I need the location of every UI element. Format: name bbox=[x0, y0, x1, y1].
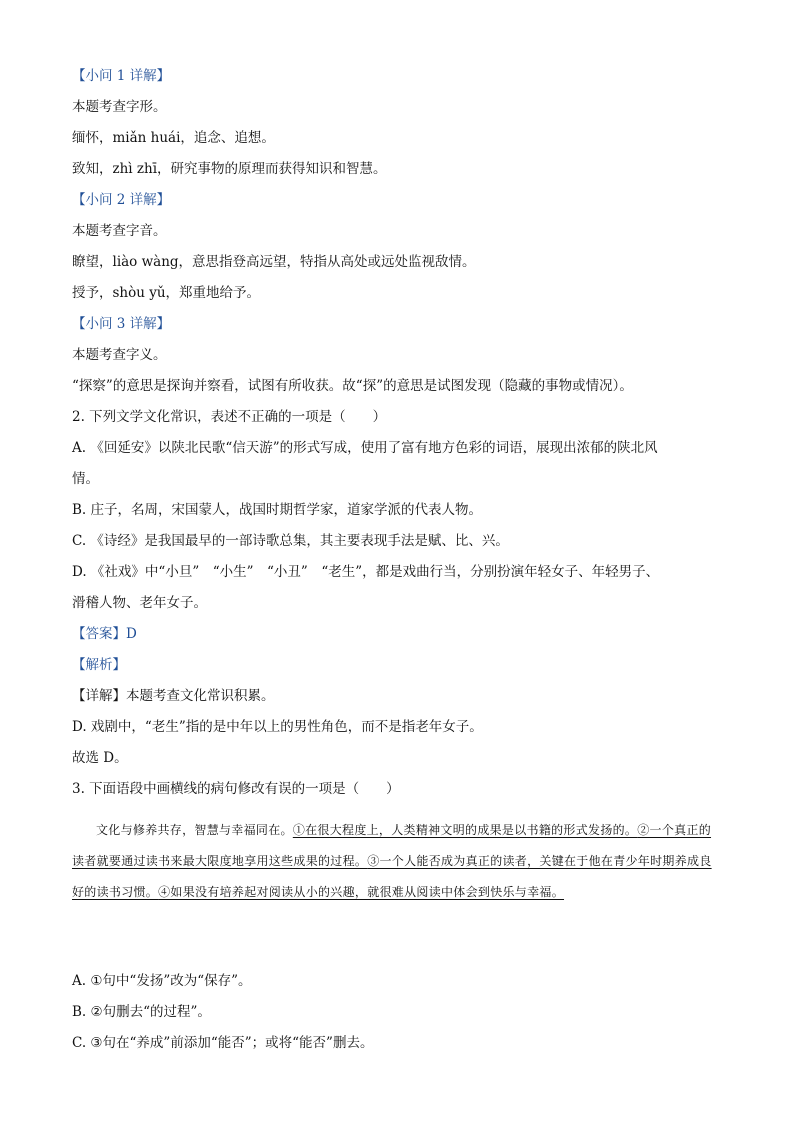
option-b: B. 庄子，名周，宋国蒙人，战国时期哲学家，道家学派的代表人物。 bbox=[72, 502, 483, 518]
text-line: D. 戏剧中，“老生”指的是中年以上的男性角色，而不是指老年女子。 bbox=[72, 719, 483, 735]
analysis-label: 【解析】 bbox=[72, 657, 126, 673]
detail-line: 【详解】本题考查文化常识积累。 bbox=[72, 688, 275, 704]
text-line: 本题考查字形。 bbox=[72, 99, 167, 115]
passage-sentence-2: ②一个真正的读者就要通过读书来最大限度地享用这些成果的过程。 bbox=[72, 823, 712, 868]
question-2-stem: 2. 下列文学文化常识，表述不正确的一项是（ ） bbox=[72, 409, 387, 425]
option-d: D. 《社戏》中“小旦” “小生” “小丑” “老生”，都是戏曲行当，分别扮演年轻女子、年轻男子、 bbox=[72, 564, 660, 580]
passage-sentence-3: ③一个人能否成为真正的读者，关键在于他在青少年时期养成良好的读书习惯。 bbox=[72, 854, 712, 899]
option-d-continued: 滑稽人物、老年女子。 bbox=[72, 595, 207, 611]
passage-sentence-1: ①在很大程度上，人类精神文明的成果是以书籍的形式发扬的。 bbox=[292, 823, 638, 837]
option-b: B. ②句删去“的过程”。 bbox=[72, 1004, 211, 1020]
text-line: 缅怀，miǎn huái，追念、追想。 bbox=[72, 130, 275, 146]
text-line: 授予，shòu yǔ，郑重地给予。 bbox=[72, 285, 261, 301]
question-1-detail-heading: 【小问 1 详解】 bbox=[72, 68, 171, 84]
option-a-continued: 情。 bbox=[72, 471, 99, 487]
text-line: 本题考查字音。 bbox=[72, 223, 167, 239]
passage-intro: 文化与修养共存，智慧与幸福同在。 bbox=[96, 823, 293, 837]
option-c: C. ③句在“养成”前添加“能否”；或将“能否”删去。 bbox=[72, 1035, 374, 1051]
answer-label: 【答案】D bbox=[72, 626, 137, 642]
question-3-detail-heading: 【小问 3 详解】 bbox=[72, 316, 171, 332]
text-line: 故选 D。 bbox=[72, 750, 128, 766]
option-a: A. ①句中“发扬”改为“保存”。 bbox=[72, 973, 252, 989]
text-line: 瞭望，liào wàng，意思指登高远望，特指从高处或远处监视敌情。 bbox=[72, 254, 476, 270]
text-line: 本题考查字义。 bbox=[72, 347, 167, 363]
passage-sentence-4: ④如果没有培养起对阅读从小的兴趣，就很难从阅读中体会到快乐与幸福。 bbox=[158, 885, 565, 899]
option-a: A. 《回延安》以陕北民歌“信天游”的形式写成，使用了富有地方色彩的词语，展现出浓郁的陕北风 bbox=[72, 440, 658, 456]
option-c: C. 《诗经》是我国最早的一部诗歌总集，其主要表现手法是赋、比、兴。 bbox=[72, 533, 509, 549]
question-2-detail-heading: 【小问 2 详解】 bbox=[72, 192, 171, 208]
text-line: 致知，zhì zhī，研究事物的原理而获得知识和智慧。 bbox=[72, 161, 387, 177]
text-line: “探察”的意思是探询并察看，试图有所收获。故“探”的意思是试图发现（隐藏的事物或情况）。 bbox=[72, 378, 633, 394]
question-3-stem: 3. 下面语段中画横线的病句修改有误的一项是（ ） bbox=[72, 781, 400, 797]
reading-passage bbox=[72, 815, 722, 908]
